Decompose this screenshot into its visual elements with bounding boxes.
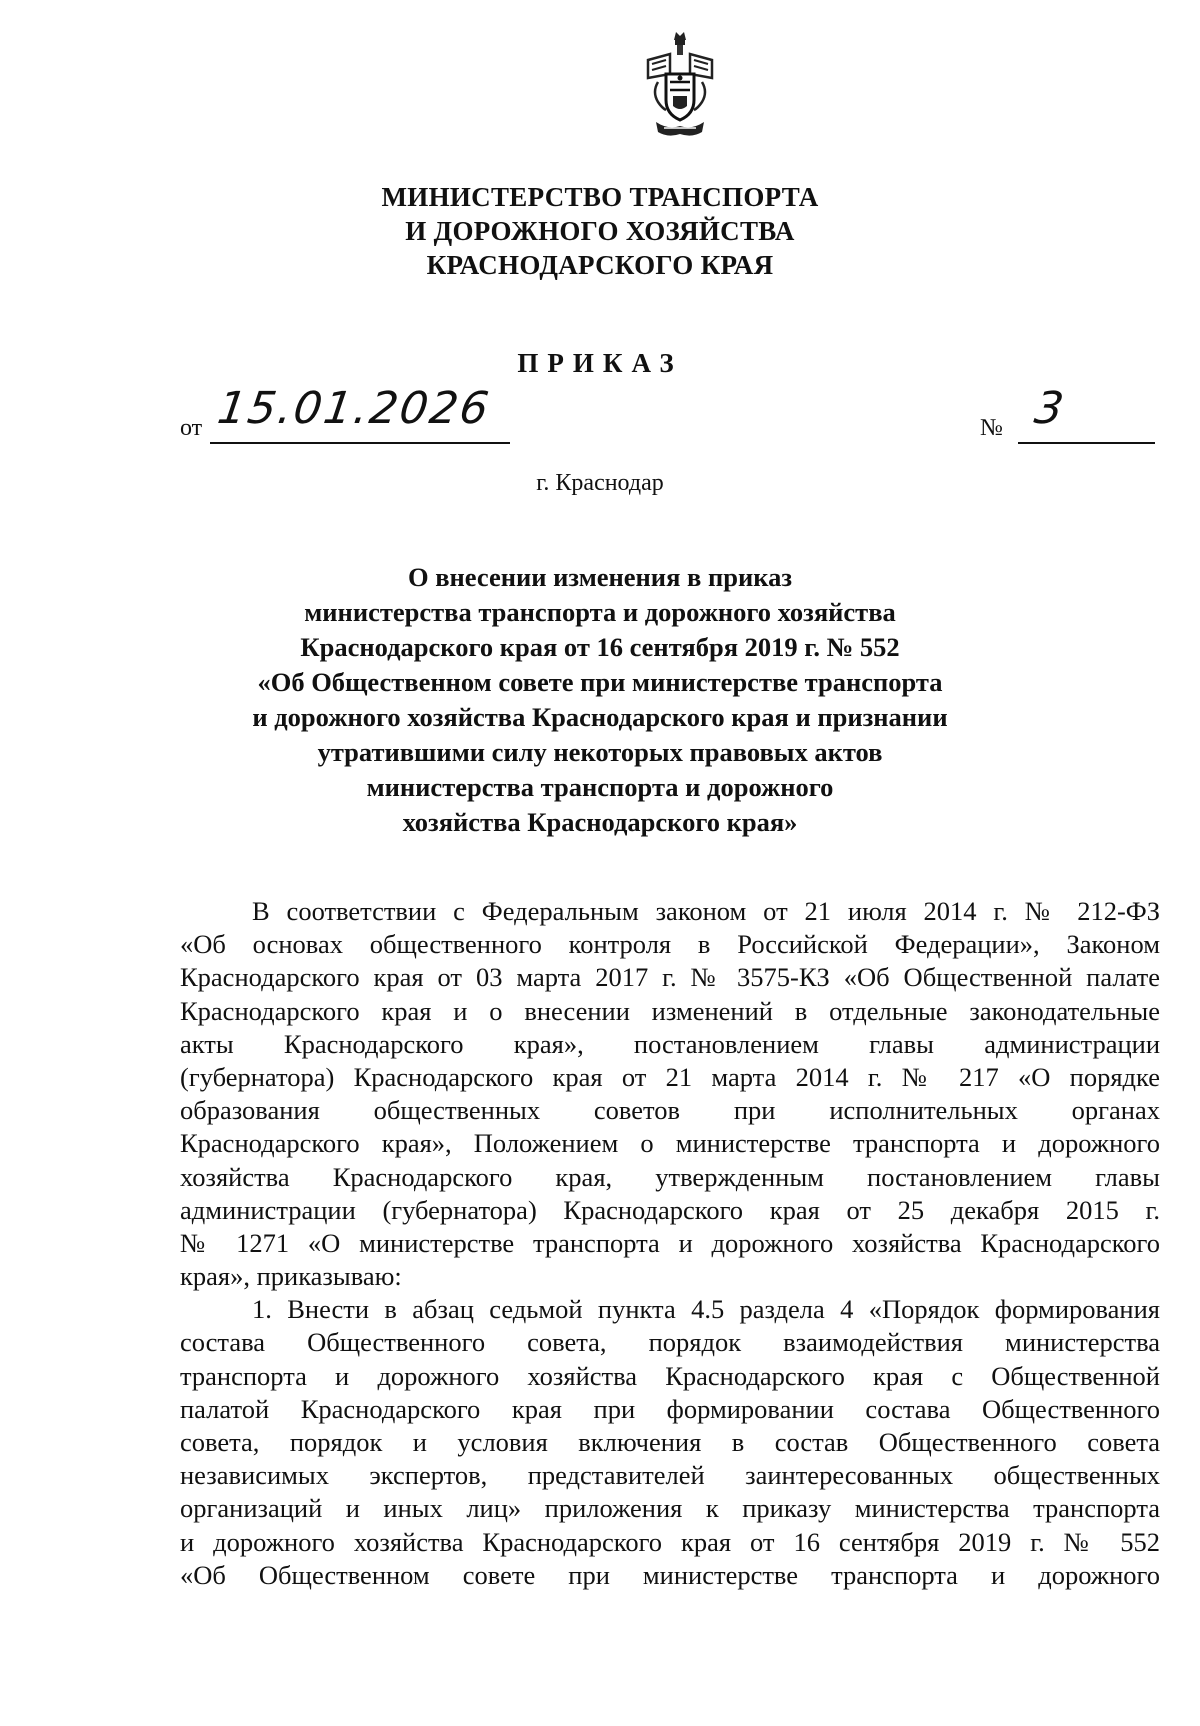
- document-type: ПРИКАЗ: [517, 348, 683, 378]
- coat-of-arms-icon: [640, 30, 720, 142]
- body-line: края», приказываю:: [180, 1261, 402, 1292]
- ministry-name-line-3: КРАСНОДАРСКОГО КРАЯ: [426, 250, 774, 280]
- body-line: организаций и иных лиц» приложения к приказу министерства транспорта: [180, 1493, 1160, 1524]
- title-line: утратившими силу некоторых правовых актов: [317, 737, 883, 767]
- title-line: «Об Общественном совете при министерстве транспорта: [257, 667, 943, 697]
- body-line: совета, порядок и условия включения в состав Общественного совета: [180, 1427, 1160, 1457]
- title-line: министерства транспорта и дорожного: [366, 772, 834, 802]
- body-line: Краснодарского края», Положением о министерстве транспорта и дорожного: [180, 1128, 1160, 1159]
- date-prefix: от: [180, 415, 203, 441]
- body-line: «Об основах общественного контроля в Российской Федерации», Законом: [180, 929, 1160, 960]
- body-line: хозяйства Краснодарского края, утвержденным постановлением главы: [180, 1161, 1160, 1192]
- body-line: состава Общественного совета, порядок взаимодействия министерства: [180, 1327, 1160, 1358]
- body-line: «Об Общественном совете при министерстве транспорта и дорожного: [180, 1559, 1160, 1590]
- handwritten-date: 15.01.2026: [214, 383, 494, 434]
- body-line: палатой Краснодарского края при формировании состава Общественного: [180, 1393, 1160, 1424]
- document-body: [180, 895, 1160, 1592]
- title-line: О внесении изменения в приказ: [407, 562, 793, 592]
- number-prefix: №: [980, 415, 1003, 441]
- title-line: хозяйства Краснодарского края»: [402, 807, 798, 837]
- title-line: министерства транспорта и дорожного хозяйства: [304, 597, 896, 627]
- city: г. Краснодар: [536, 470, 664, 496]
- title-line: и дорожного хозяйства Краснодарского края и признании: [252, 702, 948, 732]
- body-line: В соответствии с Федеральным законом от 21 июля 2014 г. № 212-ФЗ: [252, 896, 1160, 926]
- body-line: Краснодарского края и о внесении изменений в отдельные законодательные: [180, 995, 1160, 1026]
- body-line: администрации (губернатора) Краснодарского края от 25 декабря 2015 г.: [180, 1194, 1160, 1225]
- date-field: [180, 385, 510, 445]
- body-line: независимых экспертов, представителей заинтересованных общественных: [180, 1460, 1160, 1491]
- number-field: [980, 385, 1160, 445]
- ministry-name-line-2: И ДОРОЖНОГО ХОЗЯЙСТВА: [405, 216, 795, 246]
- title-line: Краснодарского края от 16 сентября 2019 г. № 552: [300, 632, 900, 662]
- body-line: акты Краснодарского края», постановлением главы администрации: [180, 1028, 1160, 1059]
- handwritten-number: 3: [1031, 383, 1067, 434]
- document-title: [240, 560, 960, 840]
- body-line: (губернатора) Краснодарского края от 21 марта 2014 г. № 217 «О порядке: [180, 1061, 1160, 1092]
- body-line: и дорожного хозяйства Краснодарского края от 16 сентября 2019 г. № 552: [180, 1526, 1160, 1557]
- body-line: № 1271 «О министерстве транспорта и дорожного хозяйства Краснодарского: [180, 1227, 1160, 1258]
- body-line: Краснодарского края от 03 марта 2017 г. № 3575-КЗ «Об Общественной палате: [180, 962, 1160, 993]
- body-line: 1. Внести в абзац седьмой пункта 4.5 раздела 4 «Порядок формирования: [252, 1294, 1160, 1325]
- body-line: образования общественных советов при исполнительных органах: [180, 1095, 1160, 1126]
- body-line: транспорта и дорожного хозяйства Краснодарского края с Общественной: [180, 1360, 1160, 1391]
- ministry-name: [300, 180, 900, 282]
- number-underline: [1018, 442, 1155, 444]
- ministry-name-line-1: МИНИСТЕРСТВО ТРАНСПОРТА: [381, 182, 819, 212]
- date-underline: [210, 442, 510, 444]
